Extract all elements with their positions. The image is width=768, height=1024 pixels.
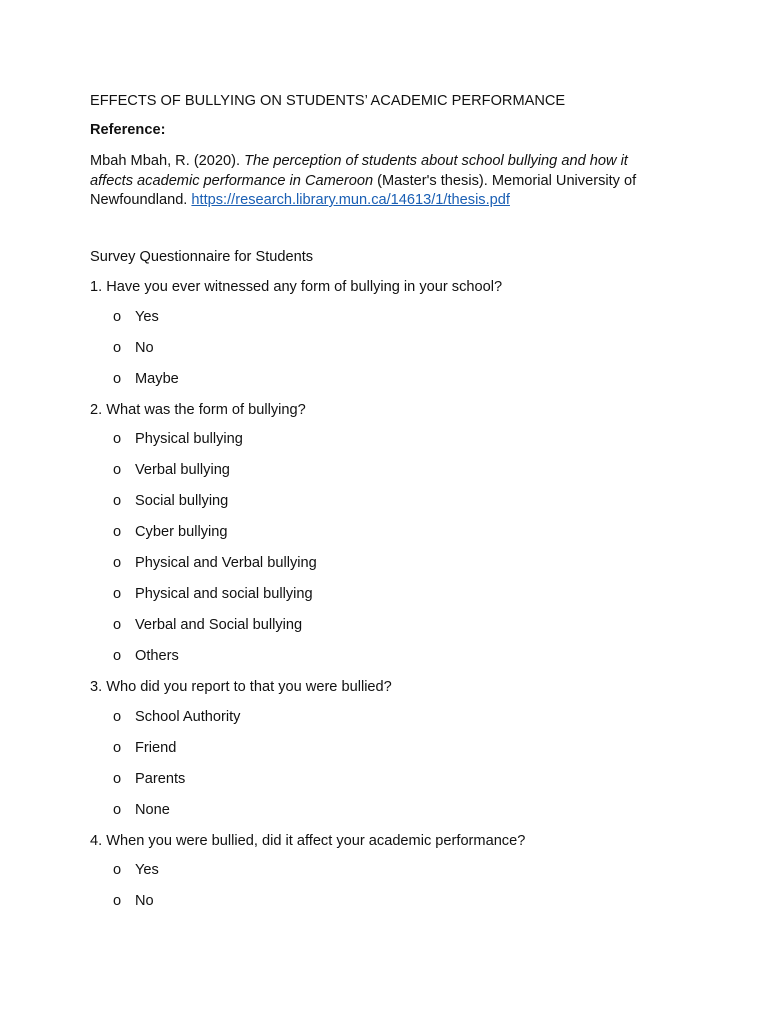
option-q2-physical-verbal bbox=[113, 555, 317, 571]
option-q3-school-authority bbox=[113, 709, 240, 725]
bullet-icon: o bbox=[113, 740, 122, 756]
bullet-icon: o bbox=[113, 617, 122, 633]
bullet-icon: o bbox=[113, 893, 122, 909]
reference-label: Reference: bbox=[90, 122, 166, 138]
survey-title: Survey Questionnaire for Students bbox=[90, 249, 314, 265]
option-label: No bbox=[135, 893, 154, 909]
option-label: Cyber bullying bbox=[135, 524, 228, 540]
question-2: 2. What was the form of bullying? bbox=[90, 402, 306, 418]
option-q2-physical-social bbox=[113, 586, 313, 602]
option-label: Yes bbox=[135, 862, 159, 878]
bullet-icon: o bbox=[113, 340, 122, 356]
bullet-icon: o bbox=[113, 555, 122, 571]
bullet-icon: o bbox=[113, 586, 122, 602]
bullet-icon: o bbox=[113, 862, 122, 878]
option-q3-friend bbox=[113, 740, 176, 756]
bullet-icon: o bbox=[113, 493, 122, 509]
bullet-icon: o bbox=[113, 524, 122, 540]
citation-details: (Master's thesis). Memorial University of Newfoundland. bbox=[90, 172, 637, 208]
option-q1-yes bbox=[113, 309, 159, 325]
bullet-icon: o bbox=[113, 771, 122, 787]
option-q2-verbal-social bbox=[113, 617, 302, 633]
option-q2-social bbox=[113, 493, 228, 509]
option-label: Yes bbox=[135, 309, 159, 325]
option-q2-others bbox=[113, 648, 179, 664]
option-q2-verbal bbox=[113, 462, 230, 478]
option-q2-physical bbox=[113, 431, 243, 447]
option-q1-no bbox=[113, 340, 154, 356]
option-label: Physical and social bullying bbox=[135, 586, 313, 602]
option-label: Friend bbox=[135, 740, 177, 756]
bullet-icon: o bbox=[113, 648, 122, 664]
question-3: 3. Who did you report to that you were bullied? bbox=[90, 679, 392, 695]
citation-authors-year: Mbah Mbah, R. (2020). bbox=[90, 153, 245, 169]
citation-work-title: The perception of students about school bullying and how it affects academic performance in Cameroon bbox=[90, 153, 628, 189]
bullet-icon: o bbox=[113, 309, 122, 325]
option-label: Physical bullying bbox=[135, 431, 243, 447]
citation bbox=[90, 152, 662, 211]
option-label: Verbal bullying bbox=[135, 462, 230, 478]
question-1: 1. Have you ever witnessed any form of bullying in your school? bbox=[90, 279, 503, 295]
option-q3-none bbox=[113, 802, 170, 818]
option-label: School Authority bbox=[135, 709, 241, 725]
bullet-icon: o bbox=[113, 802, 122, 818]
bullet-icon: o bbox=[113, 371, 122, 387]
option-label: Physical and Verbal bullying bbox=[135, 555, 317, 571]
bullet-icon: o bbox=[113, 462, 122, 478]
citation-link[interactable]: https://research.library.mun.ca/14613/1/thesis.pdf bbox=[191, 192, 510, 208]
option-q1-maybe bbox=[113, 371, 179, 387]
option-label: Verbal and Social bullying bbox=[135, 617, 303, 633]
option-label: None bbox=[135, 802, 170, 818]
option-q4-yes bbox=[113, 862, 159, 878]
bullet-icon: o bbox=[113, 709, 122, 725]
question-4: 4. When you were bullied, did it affect your academic performance? bbox=[90, 833, 526, 849]
option-label: Social bullying bbox=[135, 493, 229, 509]
option-label: Others bbox=[135, 648, 179, 664]
option-q2-cyber bbox=[113, 524, 227, 540]
option-q4-no bbox=[113, 893, 154, 909]
option-label: Parents bbox=[135, 771, 186, 787]
option-label: Maybe bbox=[135, 371, 179, 387]
option-label: No bbox=[135, 340, 154, 356]
bullet-icon: o bbox=[113, 431, 122, 447]
document-title: EFFECTS OF BULLYING ON STUDENTS’ ACADEMIC PERFORMANCE bbox=[90, 93, 566, 109]
option-q3-parents bbox=[113, 771, 185, 787]
